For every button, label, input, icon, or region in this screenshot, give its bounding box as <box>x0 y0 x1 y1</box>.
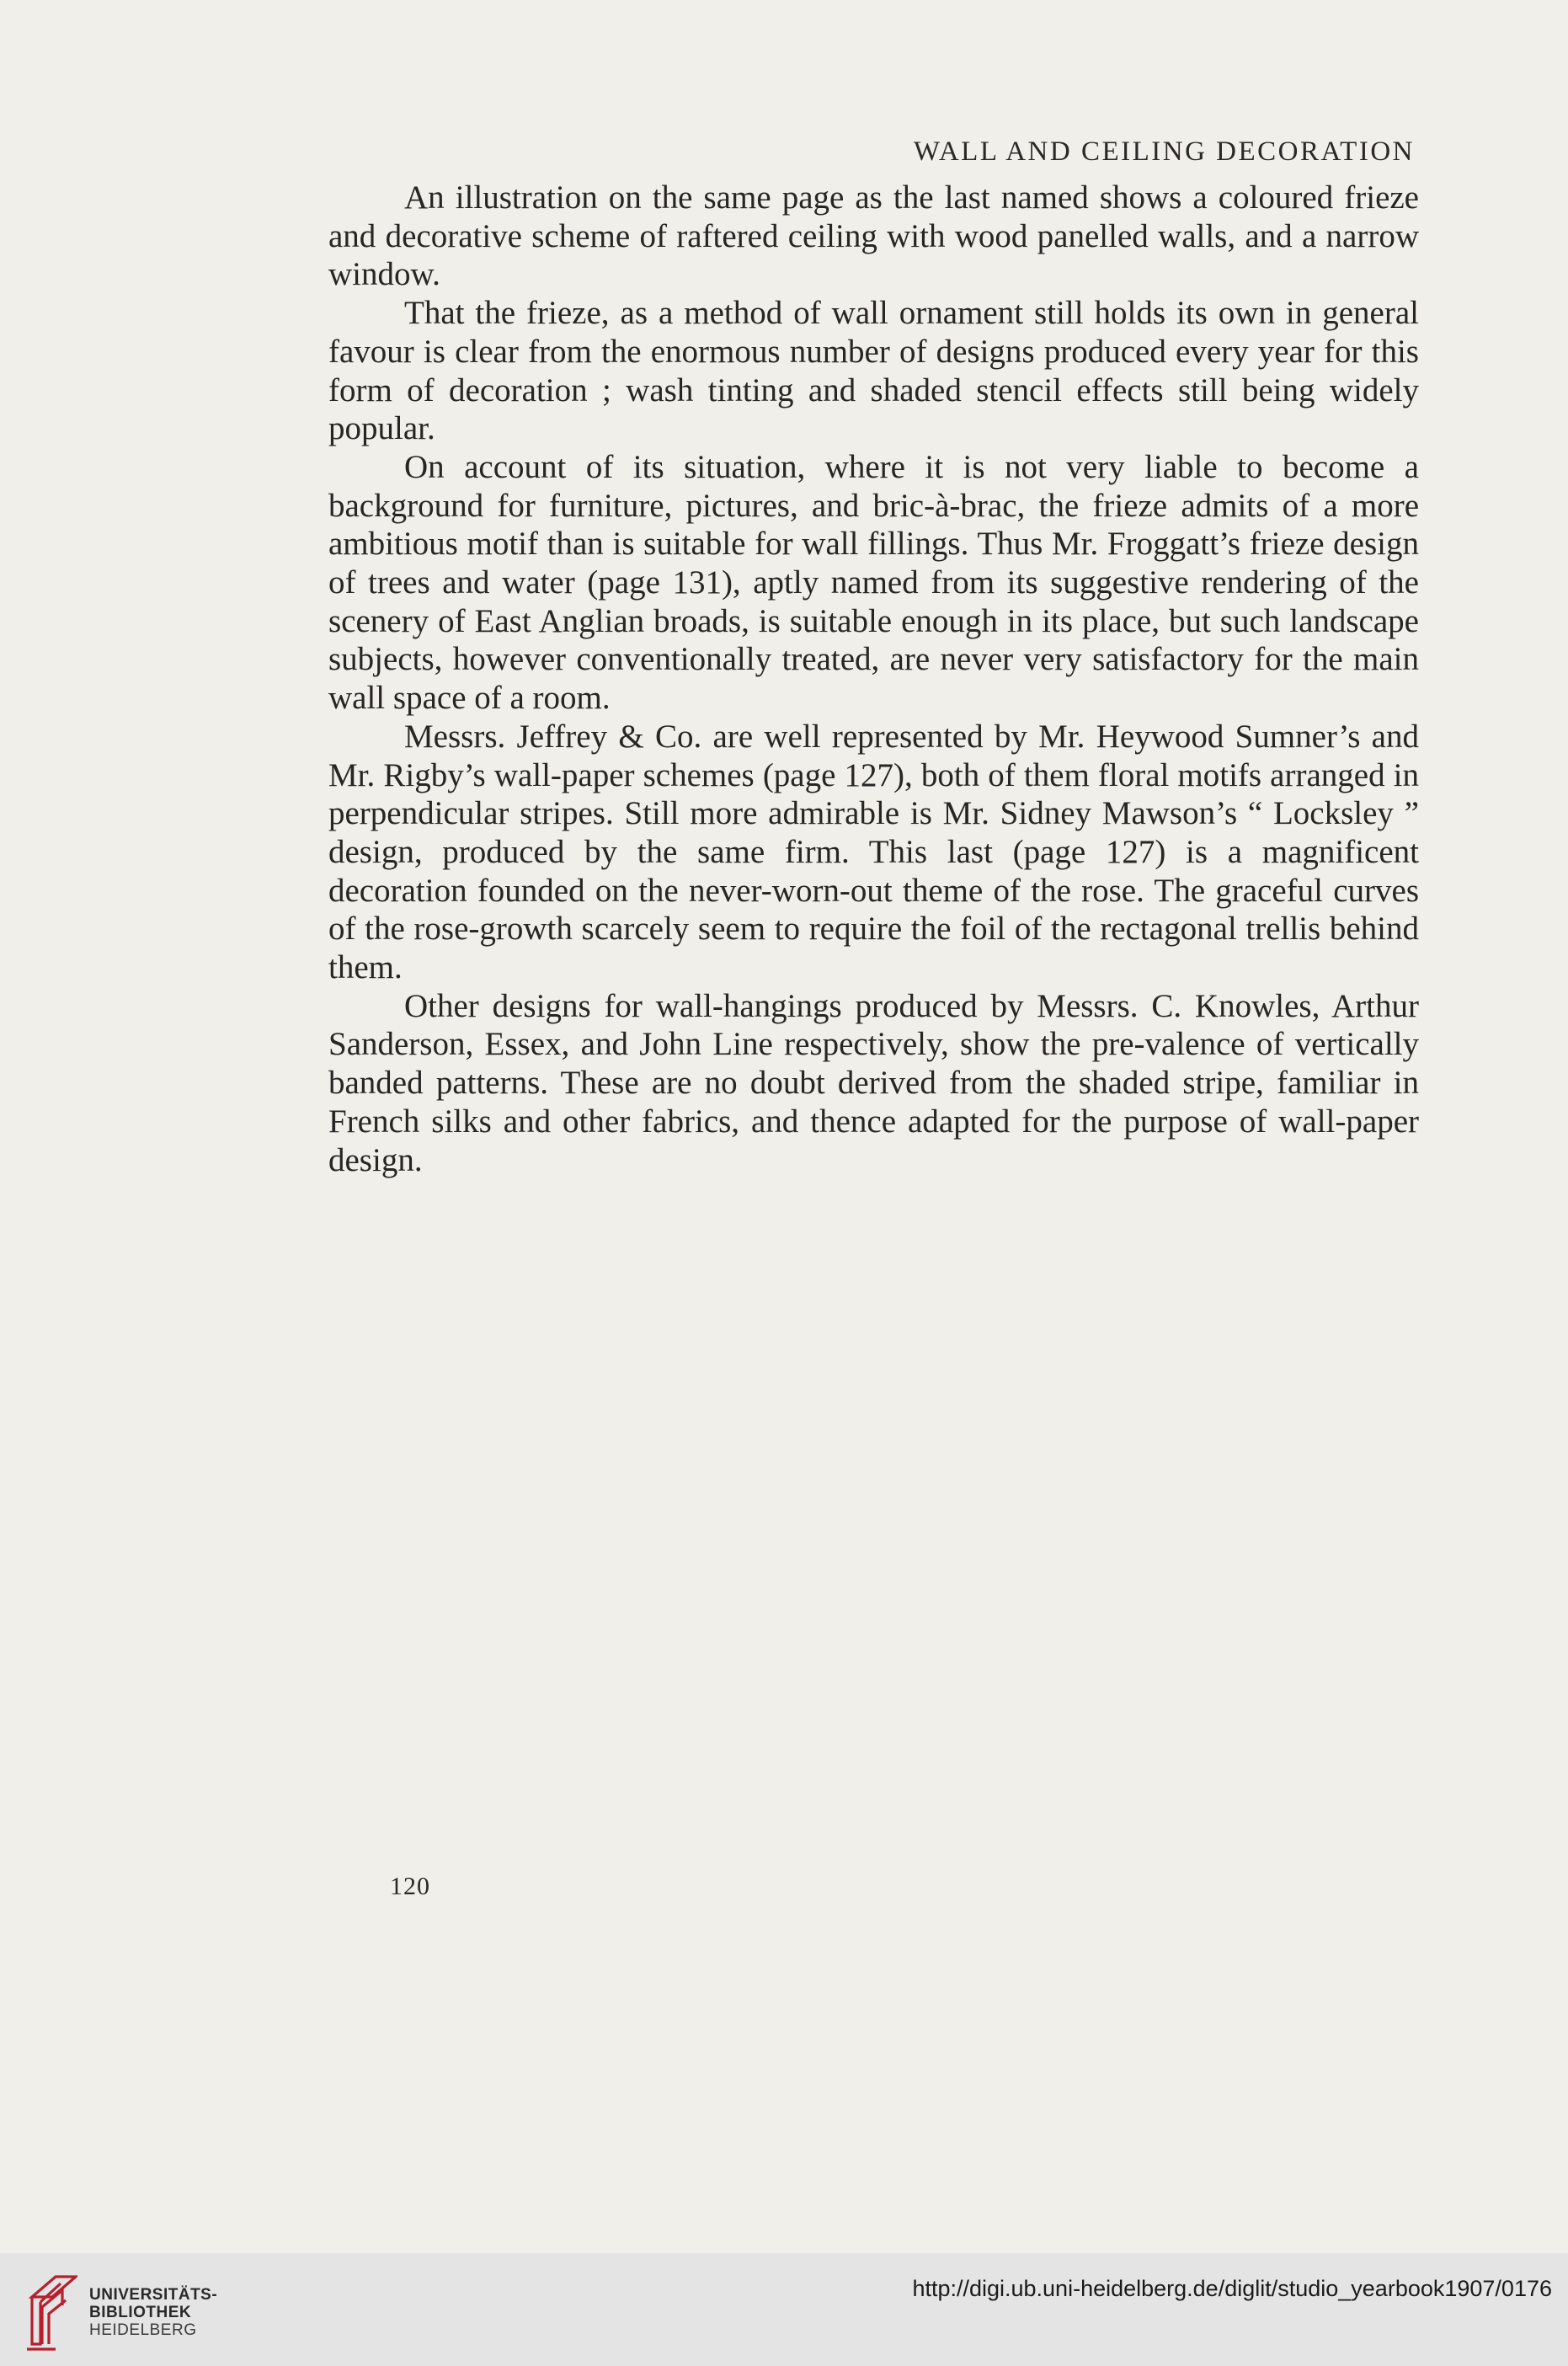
footer-bar <box>0 2253 1568 2366</box>
paragraph: That the frieze, as a method of wall ornament still holds its own in general favour is clear from the enormous number of designs produced every year for this form of decoration ; wash tinting and shaded stencil effects still being widely popular. <box>328 295 1419 447</box>
library-name-line2: BIBLIOTHEK <box>89 2304 192 2321</box>
body-text <box>328 179 1419 1179</box>
paragraph: On account of its situation, where it is not very liable to become a background for furniture, pictures, and bric-à-brac, the frieze admits of a more ambitious motif than is suitable for wall fillings. Thus Mr. Froggatt’s frieze design of trees and water (page 131), aptly named from its suggestive rendering of the scenery of East Anglian broads, is suitable enough in its place, but such landscape subjects, however conventionally treated, are never very satisfactory for the main wall space of a room. <box>328 448 1419 717</box>
library-name <box>89 2286 217 2339</box>
paragraph: Messrs. Jeffrey & Co. are well represented by Mr. Heywood Sumner’s and Mr. Rigby’s wall-paper schemes (page 127), both of them floral motifs arranged in perpendicular stripes. Still more admirable is Mr. Sidney Mawson’s “ Locksley ” design, produced by the same firm. This last (page 127) is a magnificent decoration founded on the never-worn-out theme of the rose. The graceful curves of the rose-growth scarcely seem to require the foil of the rectagonal trellis behind them. <box>328 718 1419 986</box>
paragraph: An illustration on the same page as the last named shows a coloured frieze and decorative scheme of raftered ceiling with wood panelled walls, and a narrow window. <box>328 179 1419 293</box>
page-number: 120 <box>390 1872 430 1900</box>
paragraph: Other designs for wall-hangings produced by Messrs. C. Knowles, Arthur Sanderson, Essex, and John Line respectively, show the pre-valence of vertically banded patterns. These are no doubt derived from the shaded stripe, familiar in French silks and other fabrics, and thence adapted for the purpose of wall-paper design. <box>328 987 1419 1178</box>
library-name-line1: UNIVERSITÄTS- <box>89 2286 218 2304</box>
source-url-link[interactable]: http://digi.ub.uni-heidelberg.de/diglit/studio_yearbook1907/0176 <box>912 2276 1552 2301</box>
running-head: WALL AND CEILING DECORATION <box>913 136 1415 167</box>
library-name-line3: HEIDELBERG <box>89 2321 197 2339</box>
heidelberg-library-logo-icon <box>24 2268 77 2353</box>
